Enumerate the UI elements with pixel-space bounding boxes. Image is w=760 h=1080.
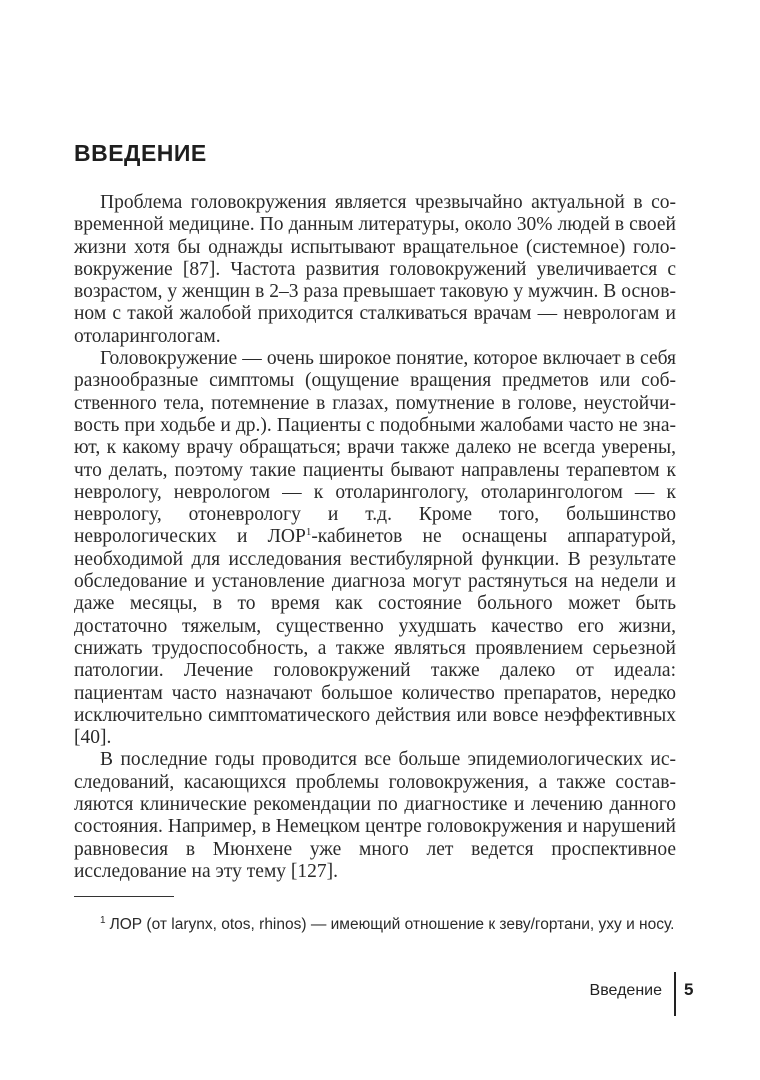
body-text	[74, 192, 676, 883]
paragraph: Проблема головокружения является чрезвычайно актуальной в современной медицине. По данным литературы, около 30% людей в своей жизни хотя бы однажды испытывают вращательное (системное) головокружение [87]. Частота развития головокружений увеличивается с возрастом, у женщин в 2–3 раза превышает таковую у мужчин. В основном с такой жалобой приходится сталкиваться врачам — неврологам и отоларингологам.	[74, 192, 676, 347]
paragraph-text: Головокружение — очень широкое понятие, которое включает в себя разнообразные симптомы (ощущение вращения предметов или собственного тела, потемнение в глазах, помутнение в голове, неустойчивость при ходьбе и др.). Пациенты с подобными жалобами часто не знают, к какому врачу обращаться; врачи также далеко не всегда уверены, что делать, поэтому такие пациенты бывают направлены терапевтом к неврологу, неврологом — к отоларингологу, отоларингологом — к неврологу, отоневрологу и т.д. Кроме того, большинство неврологических и ЛОР	[74, 348, 676, 548]
paragraph	[74, 348, 676, 749]
folio-divider	[674, 972, 676, 1016]
running-head: Введение	[589, 982, 662, 999]
footnote-marker: 1	[100, 915, 106, 926]
paragraph: В последние годы проводится все больше эпидемиологических исследований, касающихся проблемы головокружения, а также составляются клинические рекомендации по диагностике и лечению данного состояния. Например, в Немецком центре головокружения и нарушений равновесия в Мюнхене уже много лет ведется проспективное исследование на эту тему [127].	[74, 749, 676, 882]
footnote-divider	[74, 896, 174, 897]
footnote-reference[interactable]: 1	[305, 526, 312, 539]
paragraph-text: -кабинетов не оснащены аппаратурой, необходимой для исследования вестибулярной функции. В результате обследование и установление диагноза могут растянуться на недели и даже месяцы, в то время как состояние больного может быть достаточно тяжелым, существенно ухудшать качество его жизни, снижать трудоспособность, а также являться проявлением серьезной патологии. Лечение головокружений также далеко от идеала: пациентам часто назначают большое количество препаратов, нередко исключительно симптоматического действия или вовсе неэффективных [40].	[74, 526, 676, 749]
page-title: ВВЕДЕНИЕ	[74, 140, 207, 166]
footnote-text: ЛОР (от larynx, otos, rhinos) — имеющий отношение к зеву/гортани, уху и носу.	[109, 916, 675, 933]
page-number: 5	[684, 980, 694, 999]
footnote	[74, 910, 676, 936]
